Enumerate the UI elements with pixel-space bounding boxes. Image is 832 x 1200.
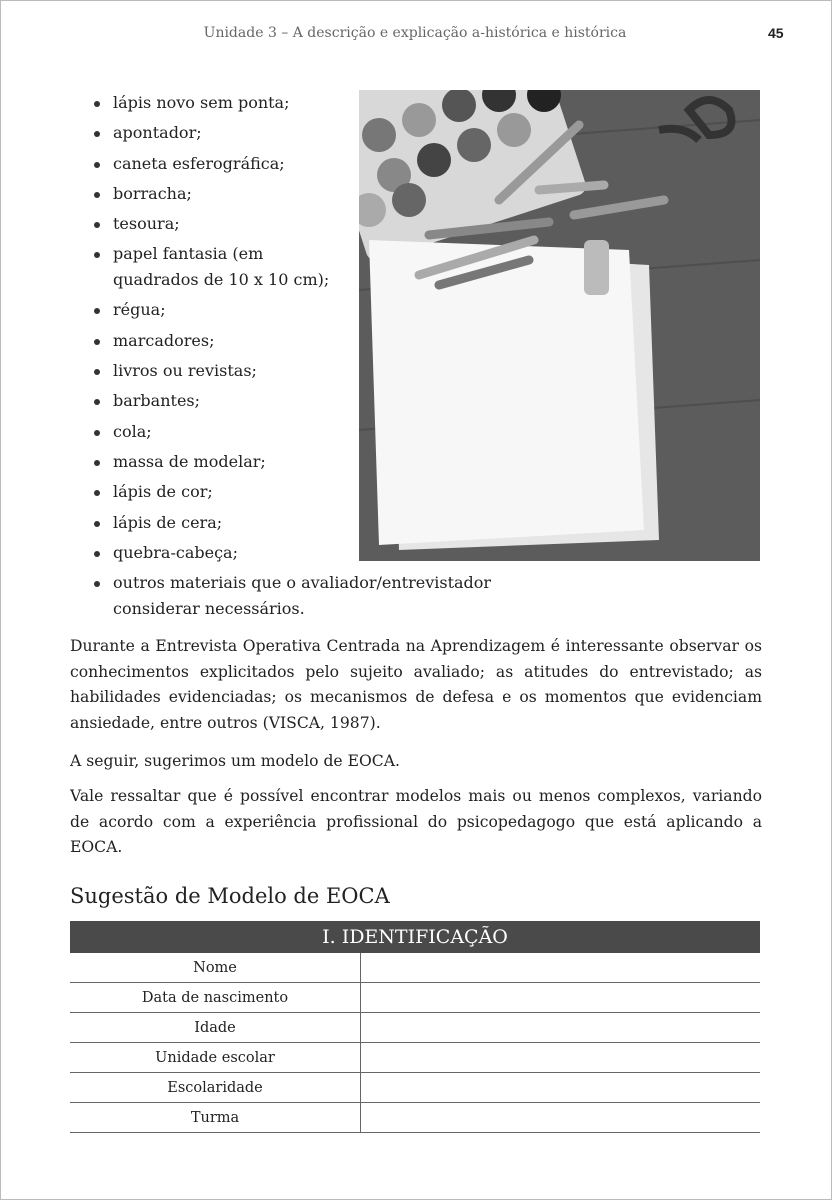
row-value-field[interactable] — [361, 1073, 761, 1103]
list-item: barbantes; — [88, 386, 558, 416]
art-supplies-illustration — [359, 90, 760, 561]
list-item: quebra-cabeça; — [88, 538, 558, 568]
paragraph: A seguir, sugerimos um modelo de EOCA. — [70, 752, 400, 770]
row-label: Unidade escolar — [70, 1043, 361, 1073]
table-row — [70, 953, 760, 983]
list-item: tesoura; — [88, 209, 558, 239]
section-title: Sugestão de Modelo de EOCA — [70, 884, 390, 908]
list-item: papel fantasia (em quadrados de 10 x 10 cm); — [88, 239, 343, 295]
table-row — [70, 983, 760, 1013]
running-header: Unidade 3 – A descrição e explicação a-histórica e histórica — [203, 25, 627, 41]
list-item: lápis de cor; — [88, 477, 558, 507]
list-item: lápis novo sem ponta; — [88, 88, 558, 118]
list-item: borracha; — [88, 179, 558, 209]
list-item: caneta esferográfica; — [88, 149, 558, 179]
list-item: apontador; — [88, 118, 558, 148]
list-item: cola; — [88, 417, 558, 447]
table-row — [70, 1013, 760, 1043]
list-item: outros materiais que o avaliador/entrevistador considerar necessários. — [88, 568, 533, 624]
row-label: Nome — [70, 953, 361, 983]
row-value-field[interactable] — [361, 953, 761, 983]
paragraph: Vale ressaltar que é possível encontrar modelos mais ou menos complexos, variando de acordo com a experiência profissional do psicopedagogo que está aplicando a EOCA. — [70, 787, 762, 856]
row-label: Turma — [70, 1103, 361, 1133]
identification-table — [70, 921, 760, 1133]
list-item: massa de modelar; — [88, 447, 558, 477]
table-row — [70, 1073, 760, 1103]
row-value-field[interactable] — [361, 1013, 761, 1043]
list-item: marcadores; — [88, 326, 558, 356]
row-label: Data de nascimento — [70, 983, 361, 1013]
table-row — [70, 1043, 760, 1073]
list-item: lápis de cera; — [88, 508, 558, 538]
table-header: I. IDENTIFICAÇÃO — [70, 921, 760, 953]
list-item: livros ou revistas; — [88, 356, 558, 386]
page-number: 45 — [768, 25, 784, 41]
table-row — [70, 1103, 760, 1133]
row-value-field[interactable] — [361, 1103, 761, 1133]
row-value-field[interactable] — [361, 1043, 761, 1073]
row-value-field[interactable] — [361, 983, 761, 1013]
row-label: Escolaridade — [70, 1073, 361, 1103]
row-label: Idade — [70, 1013, 361, 1043]
paragraph: Durante a Entrevista Operativa Centrada na Aprendizagem é interessante observar os conhecimentos explicitados pelo sujeito avaliado; as atitudes do entrevistado; as habilidades evidenciadas; os mecanismos de defesa e os momentos que evidenciam ansiedade, entre outros (VISCA, 1987). — [70, 637, 762, 732]
list-item: régua; — [88, 295, 558, 325]
